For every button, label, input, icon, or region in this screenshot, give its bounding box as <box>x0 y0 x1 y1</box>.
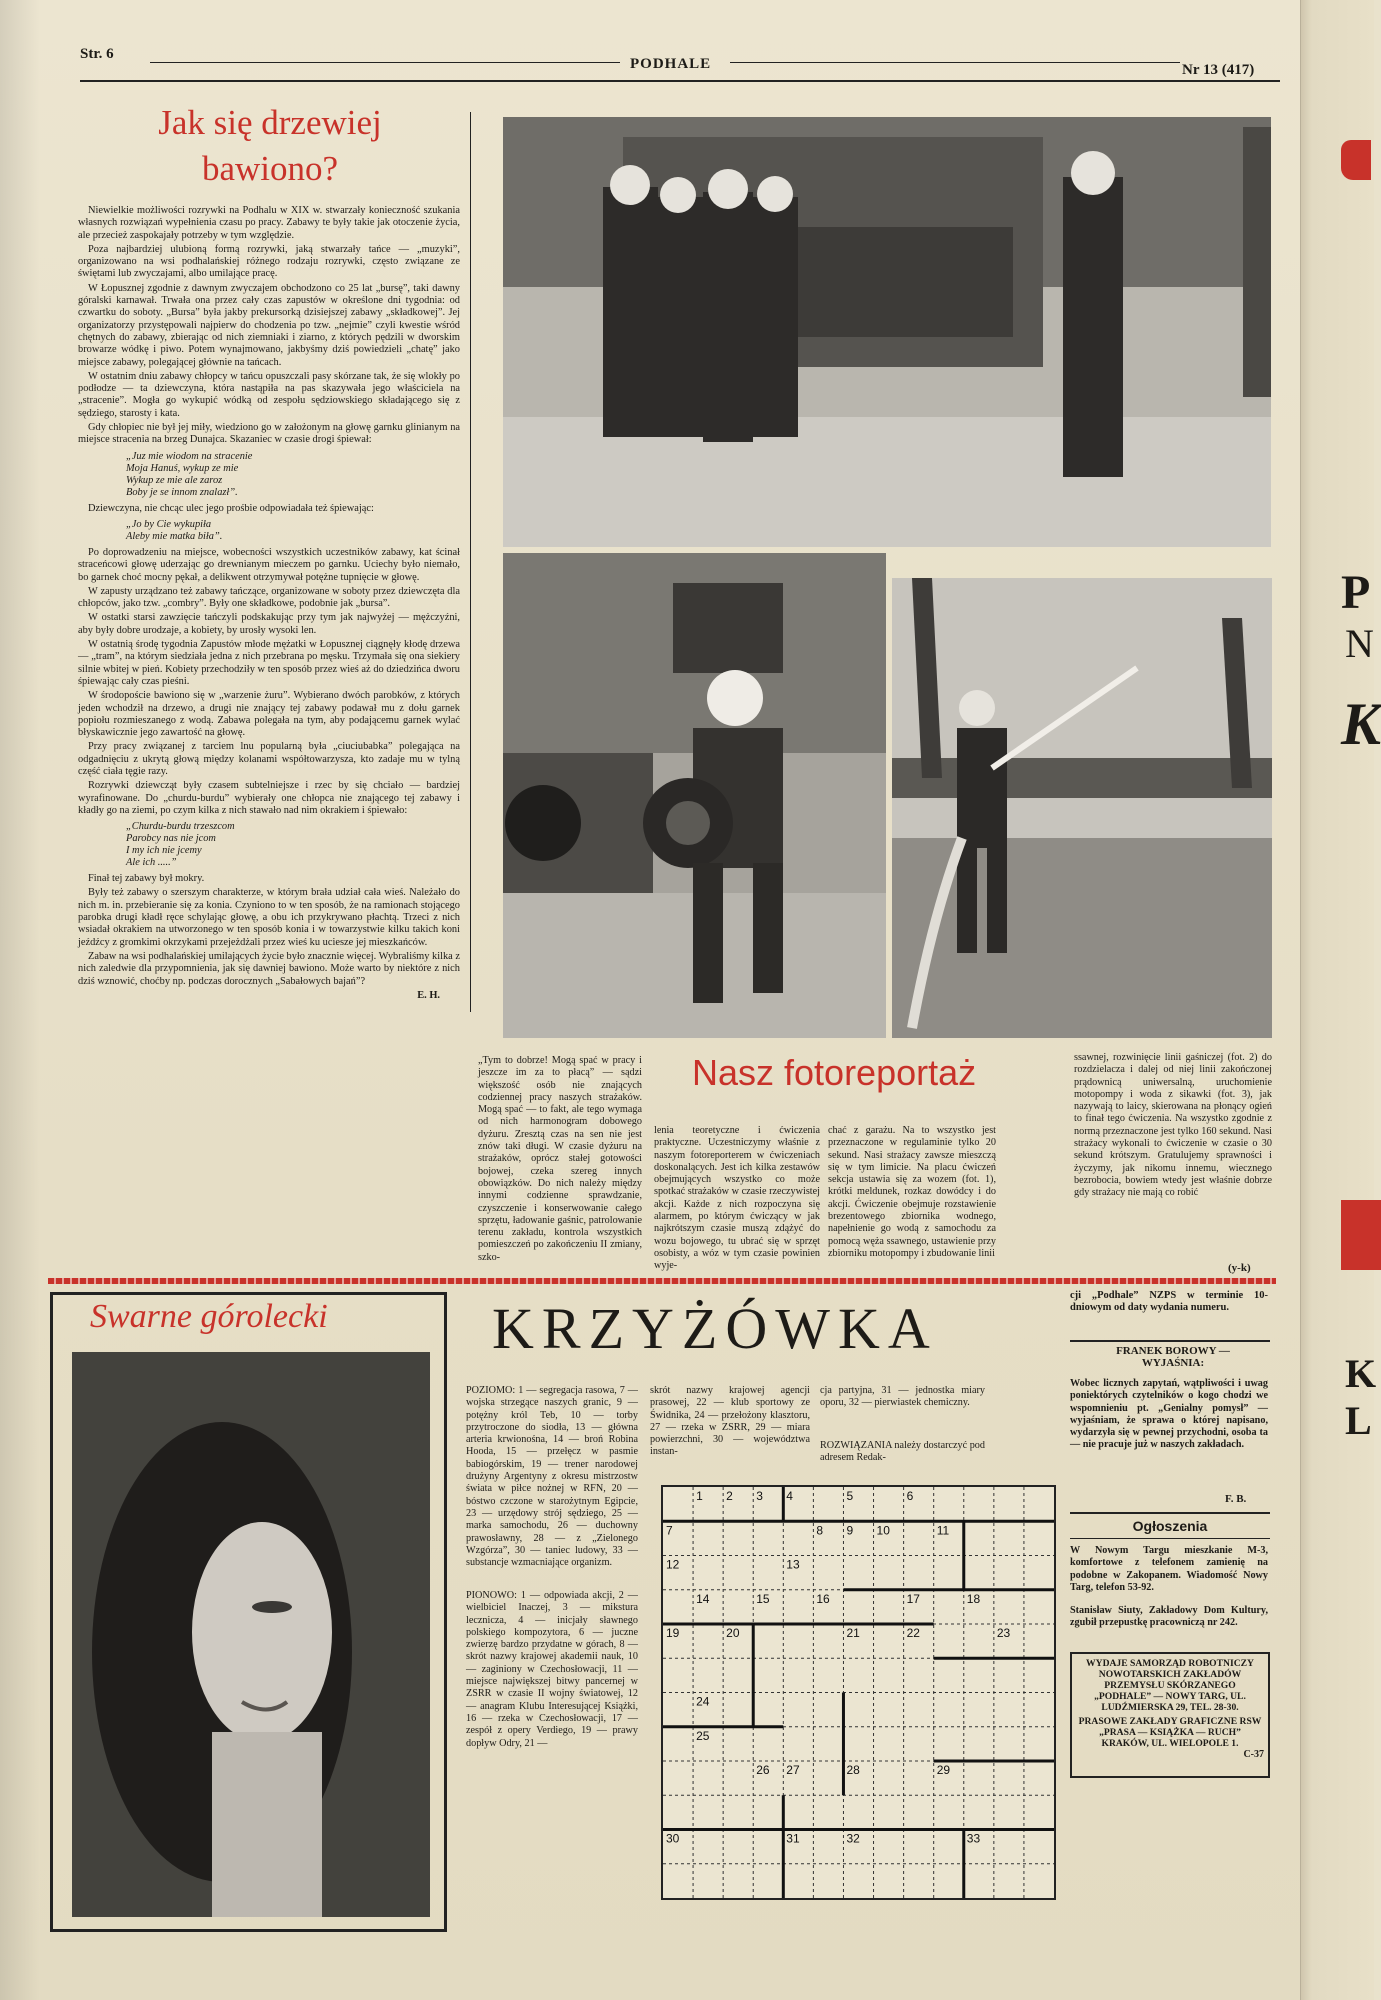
issue-number: Nr 13 (417) <box>1182 62 1255 78</box>
adjacent-red-block <box>1341 1200 1381 1270</box>
grid-number: 2 <box>726 1489 733 1503</box>
crossword-poziomo: POZIOMO: 1 — segregacja rasowa, 7 — wojska strzegące naszych granic, 9 — potężny król Teb, 10 — torby przytroczone do siodła, 13 — główna arteria krwionośna, 14 — broń Robina Hooda, 15 — przełęcz w pasmie babiogórskim, 19 — trener narodowej drużyny Argentyny z okresu mistrzostw świata w piłce nożnej w RFN, 20 — bóstwo czczone w starożytnym Egipcie, 23 — urzędowy strój sędziego, 25 — marka samochodu, 26 — duchowny prawosławny, 28 — z „Zielonego Wzgórza”, 30 — taniec ludowy, 33 — substancje wzmacniające organizm. <box>466 1385 638 1569</box>
photo-firefighter-hose-roll <box>503 553 886 1038</box>
franek-text: Wobec licznych zapytań, wątpliwości i uwag poniektórych czytelników o kogo chodzi we wspomnieniu pt. „Genialny pomysł” — wyjaśniam, że sprawa o której napisano, wydarzyła się w pewnej przychodni, osoba ta — nie pracuje już w naszych zakładach. <box>1070 1378 1268 1451</box>
photo-firefighters-lineup <box>503 117 1271 547</box>
paragraph: Przy pracy związanej z tarciem lnu popularną była „ciuciubabka” polegająca na odgadnięciu z ukrytą głową między kolanami współtowarzysza, kto zadaje mu w tylną część ciała tęgie razy. <box>78 741 460 777</box>
photo-firefighter-water-hose-image <box>892 578 1272 1038</box>
paragraph: Zabaw na wsi podhalańskiej umilających życie było znacznie więcej. Wybraliśmy kilka z nich zaledwie dla przypomnienia, jak się dawniej bawiono. Może warto by niektóre z nich dziś wznowić, choćby np. podczas dorocznych „Sabałowych bajań”? <box>78 950 460 987</box>
grid-number: 17 <box>906 1591 920 1606</box>
photo-firefighters-lineup-image <box>503 117 1271 547</box>
grid-number: 31 <box>786 1831 800 1846</box>
paragraph: Były też zabawy o szerszym charakterze, w którym brała udział cała wieś. Należało do nich m. in. przebieranie się za konia. Czyniono to w ten sposób, że na ramionach stojącego parobka drugi kładł ręce schylając głowę, a obu ich przykrywano płachtą. Trzeci z nich wsiadał okrakiem na utworzonego w ten sposób konia i w towarzystwie kilku takich koni jeźdźcy z gromkimi okrzykami przejeżdżali przez wieś ku uciesze jej mieszkańców. <box>78 887 460 948</box>
grid-number: 16 <box>816 1591 830 1606</box>
verse-line: „Churdu-burdu trzeszcom <box>126 821 235 833</box>
adjacent-glyph-k: K <box>1341 691 1381 757</box>
grid-number: 22 <box>906 1626 920 1640</box>
article-title-line1: Jak się drzewiej <box>158 103 382 142</box>
grid-number: 25 <box>696 1728 710 1743</box>
right-rule-2 <box>1070 1512 1270 1514</box>
grid-number: 6 <box>906 1489 914 1503</box>
grid-number: 30 <box>666 1831 680 1846</box>
publisher-text: WYDAJE SAMORZĄD ROBOTNICZY NOWOTARSKICH ZAKŁADÓW PRZEMYSŁU SKÓRZANEGO „PODHALE” — NOWY TARG, UL. LUDŹMIERSKA 29, TEL. 28-30. <box>1086 1658 1254 1713</box>
grid-number: 21 <box>846 1626 860 1640</box>
adjacent-page-edge <box>1300 0 1381 2000</box>
grid-number: 24 <box>696 1694 710 1709</box>
paragraph: Rozrywki dziewcząt były czasem subtelniejsze i rzec by się chciało — bardziej wyrafinowane. Do „churdu-burdu” wybierały one chłopca nie znającego tej zabawy i kładły go na ziemi, po czym kilka z nich stawało nad nim okrakiem i śpiewało: <box>78 780 460 816</box>
header-underline <box>80 80 1280 82</box>
adjacent-glyph-kl: K L <box>1345 1351 1377 1443</box>
grid-number: 8 <box>816 1523 824 1538</box>
paragraph: Gdy chłopiec nie był jej miły, wiedziono go w założonym na głowę garnku glinianym na miejsce stracenia na brzeg Dunajca. Skazaniec w czasie drogi śpiewał: <box>78 422 460 446</box>
paragraph: Niewielkie możliwości rozrywki na Podhalu w XIX w. stwarzały konieczność szukania własnych rozwiązań wypełnienia czasu po pracy. Zabawy te były takie jak otoczenie życia, ale przecież zaspokajały potrzeby w tym względzie. <box>78 205 460 241</box>
article-body <box>78 205 460 1015</box>
paragraph: W ostatnim dniu zabawy chłopcy w tańcu opuszczali pasy skórzane tak, że się wlokły po podłodze — ta dziewczyna, która nastąpiła na pas skazywała jego właściciela na „stracenie”. Mogła go wykupić wódką od zespołu sędziowskiego składającego się z sędziego, starosty i kata. <box>78 370 460 419</box>
paper-name: PODHALE <box>630 56 712 72</box>
verse-line: Parobcy nas nie jcom <box>126 833 216 845</box>
grid-number: 15 <box>756 1591 770 1606</box>
paragraph: W ostatnią środę tygodnia Zapustów młode mężatki w Łopusznej ciągnęły kłodę drzewa — „tram”, na którym siedziała jedna z nich przebrana po męsku. Trzymała się ona siekiery silnie wbitej w pień. Kobiety przechodziły w ten sposób przez wieś aż do dziedzińca dworu śpiewając cały czas pieśni. <box>78 639 460 687</box>
portrait-photo-image <box>72 1352 430 1917</box>
grid-number: 27 <box>786 1763 800 1777</box>
grid-number: 14 <box>696 1591 710 1606</box>
paragraph: Po doprowadzeniu na miejsce, wobecności wszystkich uczestników zabawy, kat ścinał straceńcowi głowę uderzając go drewnianym mieczem po garnku. Uciechy było niemało, bo garnek choć mocny pękał, a delikwent otrzymywał potężne tupnięcie w głowę. <box>78 546 460 583</box>
verse <box>126 821 460 869</box>
printer-text: PRASOWE ZAKŁADY GRAFICZNE RSW „PRASA — KSIĄŻKA — RUCH” KRAKÓW, UL. WIELOPOLE 1. <box>1078 1716 1262 1749</box>
article-title-line2: bawiono? <box>201 149 339 188</box>
page-number: Str. 6 <box>80 46 114 62</box>
photo-report-col1: „Tym to dobrze! Mogą spać w pracy i jeszcze im za to płacą” — sądzi większość osób nie znających codziennej pracy naszych strażaków. Mogą spać — to fakt, ale tego wymaga od nich harmonogram dobowego dyżuru. Zresztą czas na sen nie jest znów taki długi. W czasie dyżuru na strażaków, oprócz stałej gotowości bojowej, czeka szereg innych obowiązków. Do nich należy między innymi codzienne sprawdzanie, czyszczenie i konserwowanie całego sprzętu, ładowanie gaśnic, patrolowanie terenu zakładu, kontrola wszystkich pomieszczeń po zakończeniu II zmiany, szko- <box>478 1055 642 1263</box>
verse-line: „Juz mie wiodom na stracenie <box>126 450 253 462</box>
grid-number: 7 <box>666 1523 673 1538</box>
verse-line: I my ich nie jcemy <box>126 845 202 857</box>
photo-report-title: Nasz fotoreportaż <box>692 1052 977 1093</box>
article-signature: E. H. <box>417 989 440 1001</box>
paragraph: W ostatki starsi zawzięcie tańczyli podskakując przy tym jak najwyżej — mężczyźni, aby były dobre urodzaje, a kobiety, by urosły wysoki len. <box>78 612 460 636</box>
grid-number: 9 <box>846 1523 854 1538</box>
header-rule-right <box>730 62 1180 63</box>
grid-number: 33 <box>966 1831 981 1846</box>
verse-line: Ale ich .....” <box>126 857 177 869</box>
photo-report-col3: chać z garażu. Na to wszystko jest przeznaczone w regulaminie tylko 20 sekund. Nasi strażacy zawsze mieszczą się w tym limicie. Na placu ćwiczeń sekcja ustawia się za wozem (fot. 1), krótki meldunek, rozkaz dowódcy i do akcji. Ćwiczenie obejmuje rozstawienie brezentowego zbiornika wodnego, napełnienie go wodą z samochodu za pomocą węża ssawnego, ustawienie przy zbiorniku motopompy i zbudowanie linii <box>828 1125 996 1259</box>
crossword-grid-lines <box>663 1487 1054 1898</box>
paragraph: Finał tej zabawy był mokry. <box>88 873 205 885</box>
swarne-title: Swarne górolecki <box>90 1298 328 1335</box>
grid-number: 12 <box>666 1557 680 1572</box>
page-fold-shadow <box>0 0 40 2000</box>
column-divider <box>470 112 471 1012</box>
right-top-note: cji „Podhale” NZPS w terminie 10-dniowym od daty wydania numeru. <box>1070 1290 1268 1314</box>
adjacent-red-mark <box>1341 140 1371 180</box>
grid-number: 13 <box>786 1557 800 1572</box>
grid-number: 4 <box>786 1489 793 1503</box>
grid-number: 26 <box>756 1763 770 1777</box>
grid-number: 32 <box>846 1831 860 1846</box>
ogloszenia-title: Ogłoszenia <box>1132 1518 1208 1534</box>
ad-1: W Nowym Targu mieszkanie M-3, komfortowe z telefonem zamienię na podobne w Zakopanem. Wiadomość Nowy Targ, telefon 53-92. <box>1070 1545 1268 1593</box>
grid-number: 3 <box>756 1489 763 1503</box>
crossword-title: KRZYŻÓWKA <box>492 1296 938 1361</box>
paragraph: W środopoście bawiono się w „warzenie żuru”. Wybierano dwóch parobków, z których jeden wchodził na drzewo, a drugi nie znający tej zabawy podawał mu z dołu garnek popiołu rozmieszanego z wodą. Zabawa polegała na tym, aby podającemu garnek wylać błyskawicznie jego zawartość na głowę. <box>78 690 460 739</box>
verse-line: Boby je se innom znalazł”. <box>126 486 238 498</box>
paragraph: W zapusty urządzano też zabawy tańczące, organizowane w soboty przez dziewczęta dla chłopców, jako tzw. „combry”. Były one składkowe, podobnie jak „bursa”. <box>78 585 460 610</box>
right-rule-3 <box>1070 1538 1270 1539</box>
grid-number: 29 <box>936 1763 951 1777</box>
grid-number: 18 <box>966 1591 981 1606</box>
grid-number: 11 <box>936 1523 950 1538</box>
franek-title: FRANEK BOROWY — WYJAŚNIA: <box>1116 1345 1230 1369</box>
paragraph: W Łopusznej zgodnie z dawnym zwyczajem obchodzono co 25 lat „bursę”, taki dawny góralski karnawał. Trwała ona przez cały czas zapustów w określone dni tygodnia: od czwartku do soboty. „Bursa” była jakby prekursorką dzisiejszej zabawy „składkowej”. Jej organizatorzy przystępowali najpierw do chodzenia po tzw. „nejmie” czyli kwestie wśród chętnych do zabawy, zbierając od nich ziemniaki i ziarno, z których pędzili w dworskim browarze wódkę i piwo. Potem wynajmowano, jakbyśmy dziś powiedzieli „chatę” jako miejsce zabawy, polegającej głównie na tańcach. <box>78 282 460 368</box>
adjacent-glyph-p: P <box>1341 566 1371 619</box>
ad-2: Stanisław Siuty, Zakładowy Dom Kultury, zgubił przepustkę pracowniczą nr 242. <box>1070 1605 1268 1629</box>
crossword-pionowo: PIONOWO: 1 — odpowiada akcji, 2 — wielbiciel Inaczej, 3 — mikstura lecznicza, 4 — inicjały sławnego polskiego kompozytora, 6 — juczne zwierzę bardzo przydatne w górach, 8 — skrót nazwy krajowej akademii nauk, 10 — zaginiony w Czechosłowacji, 11 — miejsce największej bitwy pancernej w ZSRR w czasie II wojny światowej, 12 — anagram Klubu Interesującej Książki, 16 — rzeka w Czechosłowacji, 17 — zespół z opery Verdiego, 19 — prawy dopływ Odry, 21 — <box>466 1590 638 1749</box>
franek-signature: F. B. <box>1225 1493 1247 1505</box>
grid-number: 5 <box>846 1489 854 1503</box>
verse <box>126 451 460 499</box>
grid-number: 19 <box>666 1626 680 1640</box>
publisher-box <box>1070 1652 1270 1778</box>
photo-report-col2: lenia teoretyczne i ćwiczenia praktyczne. Uczestniczymy właśnie z naszym fotoreporterem w ćwiczeniach doskonalących. Jest ich kilka zestawów obejmujących wszystko co może spotkać strażaków w czasie rzeczywistej akcji. Każde z nich rozpoczyna się alarmem, po którym ćwiczący w jak najkrótszym czasie muszą zdążyć do wozu bojowego, tu ubrać się w sprzęt osobisty, a wóz w tym czasie powinien wyje- <box>654 1125 820 1272</box>
crossword-solution: ROZWIĄZANIA należy dostarczyć pod adresem Redak- <box>820 1440 985 1464</box>
grid-number: 28 <box>846 1763 860 1777</box>
verse-line: „Jo by Cie wykupiła <box>126 518 212 530</box>
grid-number: 1 <box>696 1489 703 1503</box>
photo-report-signature: (y-k) <box>1228 1262 1251 1274</box>
adjacent-glyph-n: N <box>1345 621 1374 666</box>
header-rule-left <box>150 62 620 63</box>
paragraph: Poza najbardziej ulubioną formą rozrywki, jaką stwarzały tańce — „muzyki”, organizowano na wsi podhalańskiej różnego rodzaju rozrywki, często związane ze świętami lub zwyczajami, albo umilające pracę. <box>78 243 460 280</box>
verse-line: Moja Hanuś, wykup ze mie <box>126 462 239 474</box>
grid-number: 20 <box>726 1626 740 1640</box>
photo-firefighter-hose-roll-image <box>503 553 886 1038</box>
verse-line: Aleby mie matka biła”. <box>126 530 223 542</box>
verse-line: Wykup ze mie ale zaroz <box>126 474 223 486</box>
crossword-grid <box>661 1485 1056 1900</box>
right-rule-1 <box>1070 1340 1270 1342</box>
verse <box>126 519 460 543</box>
portrait-photo <box>72 1352 430 1917</box>
photo-report-col4: ssawnej, rozwinięcie linii gaśniczej (fot. 2) do rozdzielacza i dalej od niej linii zakończonej prądownicą uniwersalną, uruchomienie motopompy i woda z sikawki (fot. 3), jak nazywają to laicy, skierowana na płonący ogień to finał tego ćwiczenia. Na wszystko zgodnie z normą przeznaczone jest tylko 160 sekund. Nasi strażacy wykonali to ćwiczenie w czasie o 30 sekund krótszym. Gratulujemy sprawności i życzymy, jak nikomu innemu, wiecznego bezrobocia, bowiem wtedy jest właśnie dobrze gdy strażacy nie mają co robić <box>1074 1052 1272 1199</box>
print-code: C-37 <box>1243 1749 1264 1760</box>
grid-number: 23 <box>996 1626 1011 1640</box>
article-title <box>80 100 460 192</box>
crossword-col3: skrót nazwy krajowej agencji prasowej, 22 — klub sportowy ze Świdnika, 24 — przełożony klasztoru, 27 — rzeka w ZSRR, 29 — miara powierzchni, 30 — województwa instan- <box>650 1385 810 1458</box>
section-separator <box>48 1278 1276 1284</box>
crossword-col4: cja partyjna, 31 — jednostka miary oporu, 32 — pierwiastek chemiczny. <box>820 1385 985 1409</box>
paragraph: Dziewczyna, nie chcąc ulec jego prośbie odpowiadała też śpiewając: <box>88 502 374 514</box>
grid-number: 10 <box>876 1523 890 1538</box>
photo-firefighter-water-hose <box>892 578 1272 1038</box>
